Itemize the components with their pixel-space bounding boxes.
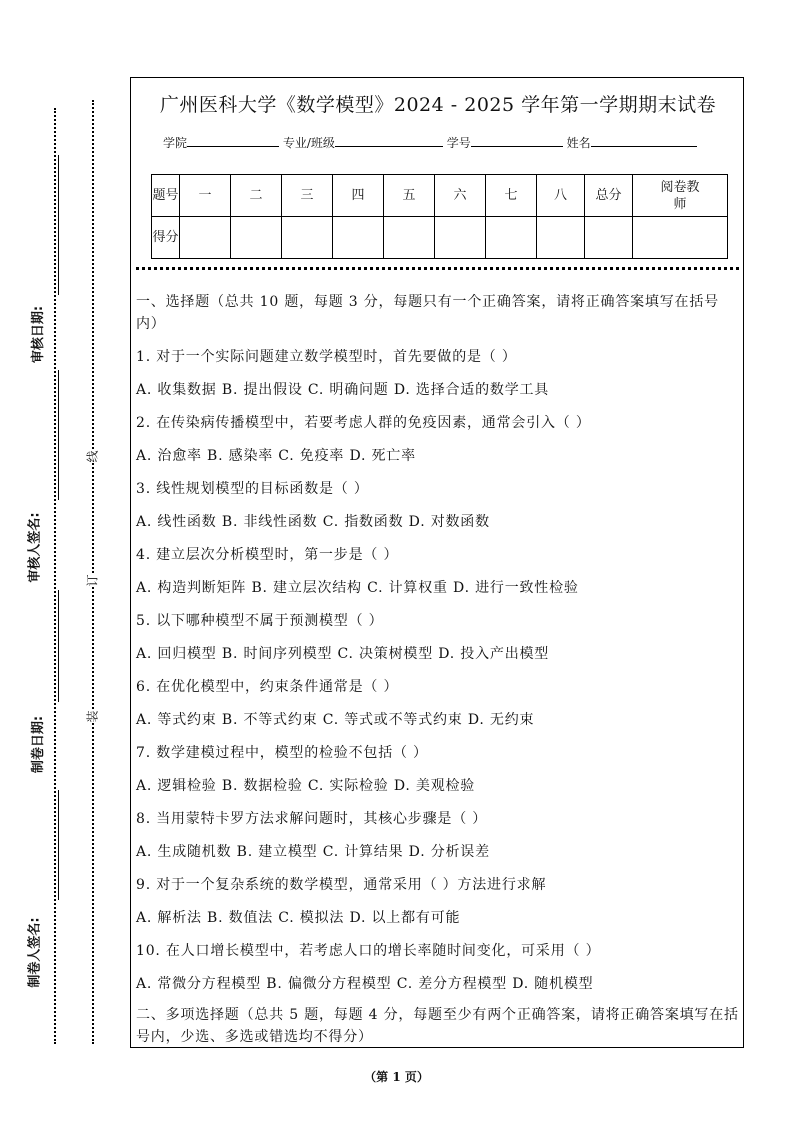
score-cell-q3[interactable] xyxy=(282,217,333,259)
score-cell-q1[interactable] xyxy=(180,217,231,259)
score-table xyxy=(151,174,728,259)
binding-dotted-line-outer xyxy=(54,108,56,1044)
dotted-separator xyxy=(136,267,739,270)
row-label-question-no: 题号 xyxy=(152,175,180,217)
binding-char-xian: 线 xyxy=(85,450,100,463)
header-q8: 八 xyxy=(537,175,585,217)
question-1: 1. 对于一个实际问题建立数学模型时，首先要做的是（ ） xyxy=(136,349,517,365)
score-cell-q4[interactable] xyxy=(333,217,384,259)
score-cell-total[interactable] xyxy=(585,217,633,259)
compile-date-label: 制卷日期: xyxy=(31,715,47,774)
question-9-options: A. 解析法 B. 数值法 C. 模拟法 D. 以上都有可能 xyxy=(136,910,461,926)
question-8: 8. 当用蒙特卡罗方法求解问题时，其核心步骤是（ ） xyxy=(136,811,488,827)
college-field[interactable] xyxy=(187,134,279,147)
question-4-options: A. 构造判断矩阵 B. 建立层次结构 C. 计算权重 D. 进行一致性检验 xyxy=(136,580,579,596)
question-5-options: A. 回归模型 B. 时间序列模型 C. 决策树模型 D. 投入产出模型 xyxy=(136,646,550,662)
header-q3: 三 xyxy=(282,175,333,217)
header-grader: 阅卷教师 xyxy=(633,175,728,217)
binding-char-zhuang: 装 xyxy=(85,710,100,723)
score-cell-grader[interactable] xyxy=(633,217,728,259)
binding-dotted-line-inner xyxy=(92,100,94,1044)
question-6: 6. 在优化模型中，约束条件通常是（ ） xyxy=(136,679,399,695)
header-q4: 四 xyxy=(333,175,384,217)
student-id-label: 学号 xyxy=(446,136,471,150)
score-cell-q7[interactable] xyxy=(486,217,537,259)
question-4: 4. 建立层次分析模型时，第一步是（ ） xyxy=(136,547,399,563)
question-1-options: A. 收集数据 B. 提出假设 C. 明确问题 D. 选择合适的数学工具 xyxy=(136,382,550,398)
page-number: （第 1 页） xyxy=(364,1070,429,1084)
question-7: 7. 数学建模过程中，模型的检验不包括（ ） xyxy=(136,745,428,761)
exam-content xyxy=(136,291,741,1048)
question-5: 5. 以下哪种模型不属于预测模型（ ） xyxy=(136,613,384,629)
header-q7: 七 xyxy=(486,175,537,217)
review-date-line xyxy=(58,155,59,295)
name-label: 姓名 xyxy=(566,136,591,150)
compile-date-line xyxy=(58,590,59,702)
college-label: 学院 xyxy=(163,136,188,150)
question-2-options: A. 治愈率 B. 感染率 C. 免疫率 D. 死亡率 xyxy=(136,448,416,464)
compiler-signature-line xyxy=(58,790,59,900)
question-7-options: A. 逻辑检验 B. 数据检验 C. 实际检验 D. 美观检验 xyxy=(136,778,476,794)
header-q5: 五 xyxy=(384,175,435,217)
question-2: 2. 在传染病传播模型中，若要考虑人群的免疫因素，通常会引入（ ） xyxy=(136,415,591,431)
name-field[interactable] xyxy=(591,134,697,147)
binding-char-ding: 订 xyxy=(85,574,100,587)
reviewer-signature-label: 审核人签名: xyxy=(27,512,43,583)
score-table-score-row xyxy=(152,217,728,259)
score-cell-q5[interactable] xyxy=(384,217,435,259)
header-q1: 一 xyxy=(180,175,231,217)
header-total: 总分 xyxy=(585,175,633,217)
review-date-label: 审核日期: xyxy=(31,305,47,364)
score-table-header-row xyxy=(152,175,728,217)
question-9: 9. 对于一个复杂系统的数学模型，通常采用（ ）方法进行求解 xyxy=(136,877,547,893)
header-q6: 六 xyxy=(435,175,486,217)
row-label-score: 得分 xyxy=(152,217,180,259)
question-3-options: A. 线性函数 B. 非线性函数 C. 指数函数 D. 对数函数 xyxy=(136,514,490,530)
question-8-options: A. 生成随机数 B. 建立模型 C. 计算结果 D. 分析误差 xyxy=(136,844,490,860)
exam-title: 广州医科大学《数学模型》2024 - 2025 学年第一学期期末试卷 xyxy=(159,94,717,116)
reviewer-signature-line xyxy=(58,370,59,500)
section2-heading: 二、多项选择题（总共 5 题，每题 4 分，每题至少有两个正确答案，请将正确答案填写在括号内，少选、多选或错选均不得分） xyxy=(136,1007,739,1045)
section1-heading: 一、选择题（总共 10 题，每题 3 分，每题只有一个正确答案，请将正确答案填写在括号内） xyxy=(136,294,719,332)
major-label: 专业/班级 xyxy=(282,136,335,150)
question-10-options: A. 常微分方程模型 B. 偏微分方程模型 C. 差分方程模型 D. 随机模型 xyxy=(136,976,594,992)
score-cell-q6[interactable] xyxy=(435,217,486,259)
student-id-field[interactable] xyxy=(471,134,563,147)
compiler-signature-label: 制卷人签名: xyxy=(27,917,43,988)
major-field[interactable] xyxy=(335,134,443,147)
student-info-row xyxy=(163,134,697,151)
header-q2: 二 xyxy=(231,175,282,217)
exam-frame xyxy=(130,77,744,1048)
score-cell-q8[interactable] xyxy=(537,217,585,259)
question-6-options: A. 等式约束 B. 不等式约束 C. 等式或不等式约束 D. 无约束 xyxy=(136,712,535,728)
question-10: 10. 在人口增长模型中，若考虑人口的增长率随时间变化，可采用（ ） xyxy=(136,943,601,959)
score-cell-q2[interactable] xyxy=(231,217,282,259)
question-3: 3. 线性规划模型的目标函数是（ ） xyxy=(136,481,369,497)
